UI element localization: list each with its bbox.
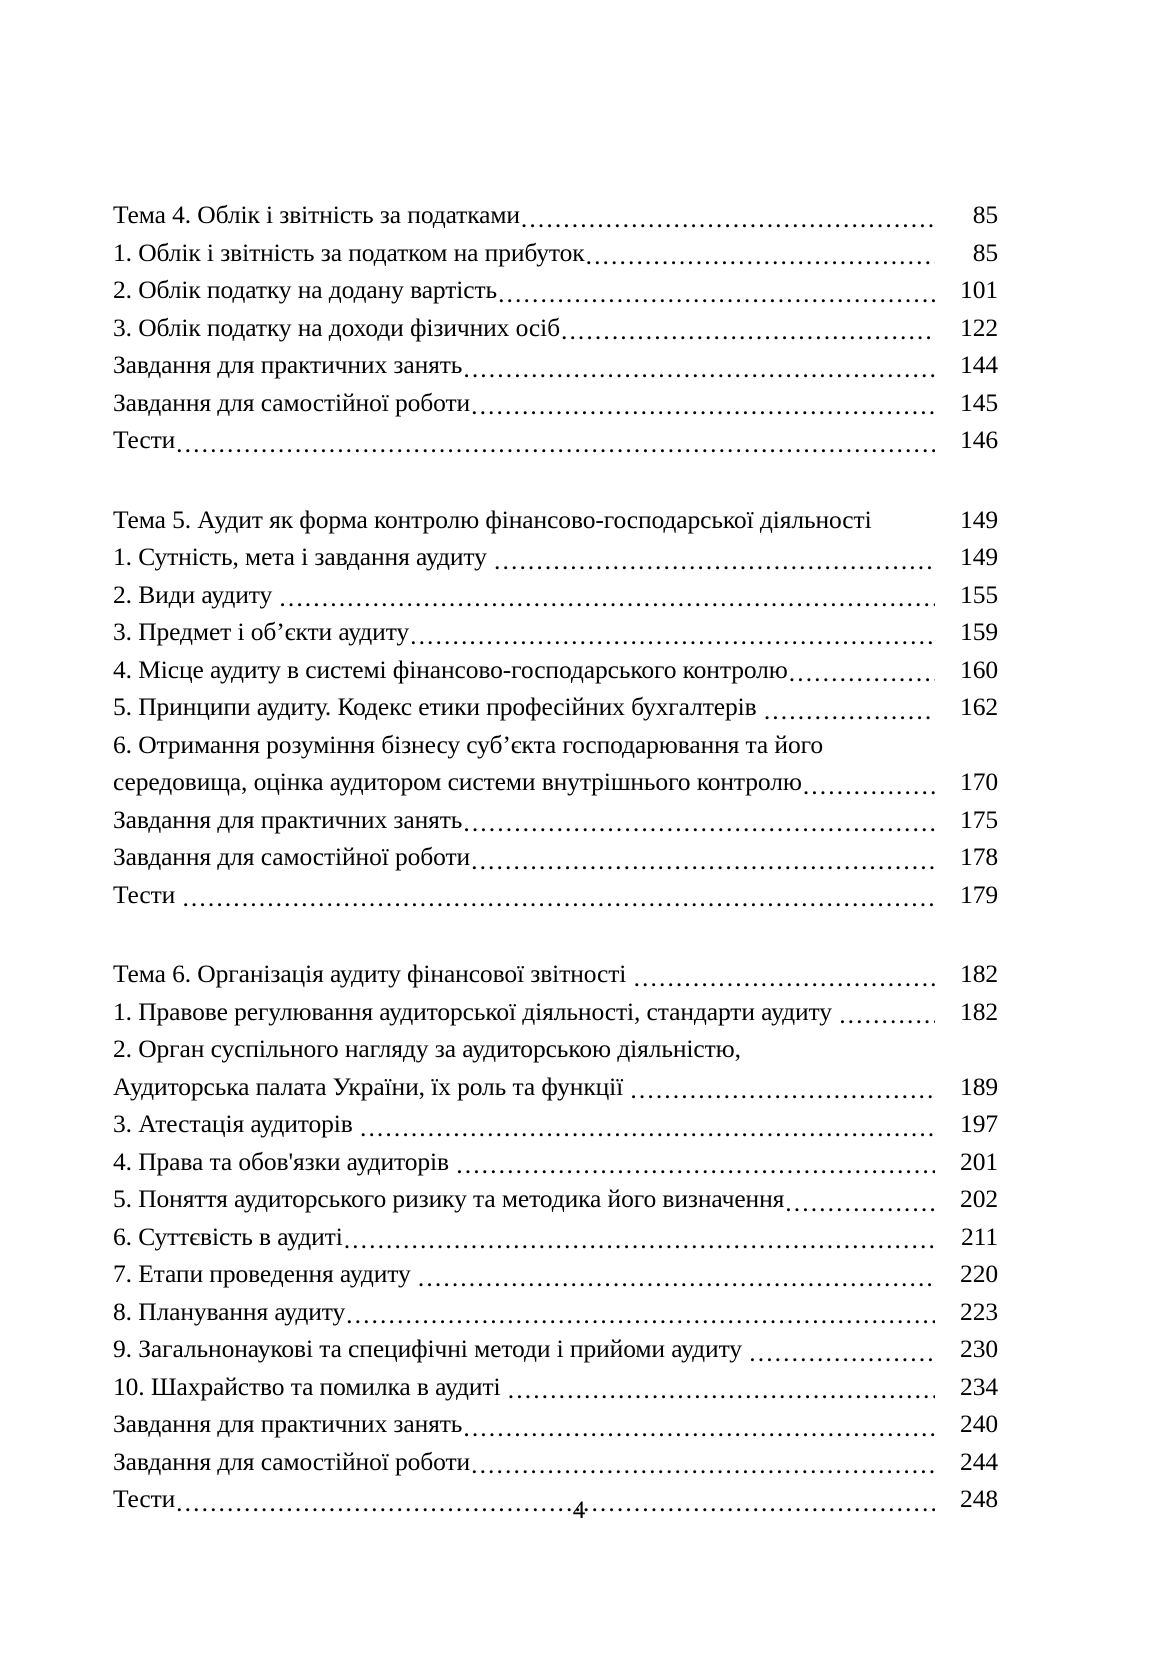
toc-leader-dots xyxy=(418,1262,935,1293)
toc-leader-dots xyxy=(561,315,935,346)
toc-entry-page-number: 211 xyxy=(960,1221,998,1251)
toc-entry-page-number: 146 xyxy=(960,425,998,454)
toc-entry-page-number: 189 xyxy=(960,1071,998,1101)
toc-entry[interactable] xyxy=(113,993,998,1031)
toc-entry-page-number: 234 xyxy=(960,1371,998,1401)
toc-leader-dots xyxy=(182,882,935,913)
toc-entry-page-number: 240 xyxy=(960,1409,998,1438)
toc-entry-label: 1. Сутність, мета і завдання аудиту xyxy=(113,542,494,571)
toc-entry[interactable] xyxy=(113,1030,998,1068)
toc-entry[interactable] xyxy=(113,876,998,914)
toc-entry[interactable] xyxy=(113,955,998,993)
toc-entry-page-number: 170 xyxy=(960,767,998,796)
toc-leader-dots xyxy=(498,278,935,309)
toc-entry[interactable] xyxy=(113,576,998,614)
toc-leader-dots xyxy=(803,770,935,801)
toc-entry-label: 3. Облік податку на доходи фізичних осіб xyxy=(113,312,560,342)
toc-leader-dots xyxy=(839,999,935,1030)
toc-entry[interactable] xyxy=(113,346,998,384)
toc-entry-page-number: 178 xyxy=(960,842,998,871)
toc-entry-label: 2. Облік податку на додану вартість xyxy=(113,275,498,304)
toc-leader-dots xyxy=(630,1074,935,1105)
toc-entry-page-number: 182 xyxy=(960,996,998,1026)
toc-leader-dots xyxy=(360,1112,935,1143)
toc-entry-page-number: 201 xyxy=(960,1146,998,1176)
toc-entry-page-number: 160 xyxy=(960,654,998,684)
toc-entry[interactable] xyxy=(113,271,998,309)
toc-entry-label: 7. Етапи проведення аудиту xyxy=(113,1259,417,1288)
toc-leader-dots xyxy=(764,695,935,726)
toc-leader-dots xyxy=(410,620,935,651)
toc-leader-dots xyxy=(634,962,935,993)
toc-entry-label: 6. Суттєвість в аудиті xyxy=(113,1221,343,1251)
toc-entry-label: Тема 4. Облік і звітність за податками xyxy=(113,200,520,229)
toc-entry-label: Аудиторська палата України, їх роль та функції xyxy=(113,1071,630,1101)
page-number-footer: 4 xyxy=(572,1497,586,1524)
toc-entry[interactable] xyxy=(113,1180,998,1218)
toc-entry-label: середовища, оцінка аудитором системи внутрішнього контролю xyxy=(113,767,802,796)
toc-entry-page-number: 223 xyxy=(960,1296,998,1326)
toc-entry-label: Тести xyxy=(113,1484,176,1513)
toc-entry-label: 5. Поняття аудиторського ризику та методика його визначення xyxy=(113,1184,785,1213)
toc-entry[interactable] xyxy=(113,1143,998,1181)
toc-entry-label: Завдання для самостійної роботи xyxy=(113,387,471,417)
toc-entry-page-number: 159 xyxy=(960,617,998,646)
toc-entry-label: Завдання для практичних занять xyxy=(113,350,463,379)
toc-entry[interactable] xyxy=(113,1368,998,1406)
toc-leader-dots xyxy=(456,1149,935,1180)
toc-entry-label: 2. Види аудиту xyxy=(113,579,279,609)
toc-entry-page-number: 182 xyxy=(960,959,998,988)
toc-entry-page-number: 175 xyxy=(960,804,998,834)
toc-entry-label: 4. Права та обов'язки аудиторів xyxy=(113,1146,456,1176)
toc-entry-page-number: 220 xyxy=(960,1259,998,1288)
toc-entry[interactable] xyxy=(113,1330,998,1368)
toc-leader-dots xyxy=(471,1449,935,1480)
toc-entry[interactable] xyxy=(113,384,998,422)
toc-leader-dots xyxy=(346,1299,935,1330)
toc-entry-page-number: 144 xyxy=(960,350,998,379)
toc-entry-page-number: 179 xyxy=(960,879,998,909)
toc-entry[interactable] xyxy=(113,1218,998,1256)
toc-entry-page-number: 230 xyxy=(960,1334,998,1363)
toc-entry[interactable] xyxy=(113,1255,998,1293)
toc-entry[interactable] xyxy=(113,688,998,726)
toc-entry-page-number: 85 xyxy=(972,200,998,229)
toc-entry-page-number: 162 xyxy=(960,692,998,721)
toc-leader-dots xyxy=(471,845,935,876)
toc-leader-dots xyxy=(873,507,935,538)
toc-entry[interactable] xyxy=(113,651,998,689)
toc-entry[interactable] xyxy=(113,538,998,576)
toc-entry-label: Тема 6. Організація аудиту фінансової звітності xyxy=(113,959,633,988)
toc-entry-page-number: 248 xyxy=(960,1484,998,1513)
toc-leader-dots xyxy=(176,428,935,459)
toc-entry-label: Завдання для самостійної роботи xyxy=(113,842,471,871)
toc-entry-page-number: 202 xyxy=(960,1184,998,1213)
toc-leader-dots xyxy=(749,1337,935,1368)
toc-entry[interactable] xyxy=(113,309,998,347)
toc-entry-page-number: 145 xyxy=(960,387,998,417)
toc-leader-dots xyxy=(508,1374,935,1405)
toc-entry[interactable] xyxy=(113,234,998,272)
toc-entry[interactable] xyxy=(113,196,998,234)
toc-leader-dots xyxy=(279,582,935,613)
toc-entry-label: 3. Предмет і об’єкти аудиту xyxy=(113,617,410,646)
toc-section xyxy=(113,955,998,1518)
toc-entry[interactable] xyxy=(113,1443,998,1481)
toc-section xyxy=(113,501,998,914)
toc-entry-label: Тести xyxy=(113,879,182,909)
toc-entry-page-number: 101 xyxy=(960,275,998,304)
toc-leader-dots xyxy=(471,390,935,421)
toc-entry[interactable] xyxy=(113,421,998,459)
toc-entry-page-number: 244 xyxy=(960,1446,998,1476)
toc-entry-label: Тема 5. Аудит як форма контролю фінансово-господарської діяльності xyxy=(113,504,872,534)
toc-entry[interactable] xyxy=(113,763,998,801)
toc-entry[interactable] xyxy=(113,838,998,876)
toc-entry-label: 2. Орган суспільного нагляду за аудиторською діяльністю, xyxy=(113,1034,741,1063)
toc-entry-label: 1. Правове регулювання аудиторської діяльності, стандарти аудиту xyxy=(113,996,839,1026)
toc-entry-page-number: 155 xyxy=(960,579,998,609)
toc-entry-page-number: 85 xyxy=(972,237,998,267)
toc-leader-dots xyxy=(463,353,935,384)
toc-entry-label: 8. Планування аудиту xyxy=(113,1296,346,1326)
toc-entry-label: Завдання для самостійної роботи xyxy=(113,1446,471,1476)
toc-leader-dots xyxy=(344,1224,935,1255)
toc-section xyxy=(113,196,998,459)
toc-entry-label: 4. Місце аудиту в системі фінансово-господарського контролю xyxy=(113,654,788,684)
toc-entry-label: 1. Облік і звітність за податком на прибуток xyxy=(113,237,585,267)
toc-entry-page-number: 149 xyxy=(960,504,998,534)
toc-leader-dots xyxy=(789,657,935,688)
toc-leader-dots xyxy=(785,1187,935,1218)
toc-leader-dots xyxy=(521,203,935,234)
toc-entry-label: Завдання для практичних занять xyxy=(113,1409,463,1438)
toc-entry[interactable] xyxy=(113,1068,998,1106)
toc-entry[interactable] xyxy=(113,501,998,539)
toc-entry-label: Тести xyxy=(113,425,176,454)
toc-entry[interactable] xyxy=(113,726,998,764)
toc-entry-label: 9. Загальнонаукові та специфічні методи і прийоми аудиту xyxy=(113,1334,749,1363)
toc-entry-page-number: 197 xyxy=(960,1109,998,1138)
toc-entry-label: 6. Отримання розуміння бізнесу суб’єкта господарювання та його xyxy=(113,729,823,759)
toc-entry[interactable] xyxy=(113,1405,998,1443)
toc-entry[interactable] xyxy=(113,613,998,651)
toc-entry-label: 10. Шахрайство та помилка в аудиті xyxy=(113,1371,507,1401)
toc-entry-label: 5. Принципи аудиту. Кодекс етики професійних бухгалтерів xyxy=(113,692,763,721)
toc-leader-dots xyxy=(586,240,935,271)
toc-leader-dots xyxy=(463,1412,935,1443)
toc-entry-label: Завдання для практичних занять xyxy=(113,804,463,834)
table-of-contents xyxy=(113,196,998,1518)
toc-leader-dots xyxy=(463,807,935,838)
toc-entry-label: 3. Атестація аудиторів xyxy=(113,1109,359,1138)
toc-leader-dots xyxy=(494,545,935,576)
toc-entry-page-number: 149 xyxy=(960,542,998,571)
toc-entry-page-number: 122 xyxy=(960,312,998,342)
toc-entry[interactable] xyxy=(113,1105,998,1143)
toc-entry[interactable] xyxy=(113,1293,998,1331)
toc-entry[interactable] xyxy=(113,801,998,839)
